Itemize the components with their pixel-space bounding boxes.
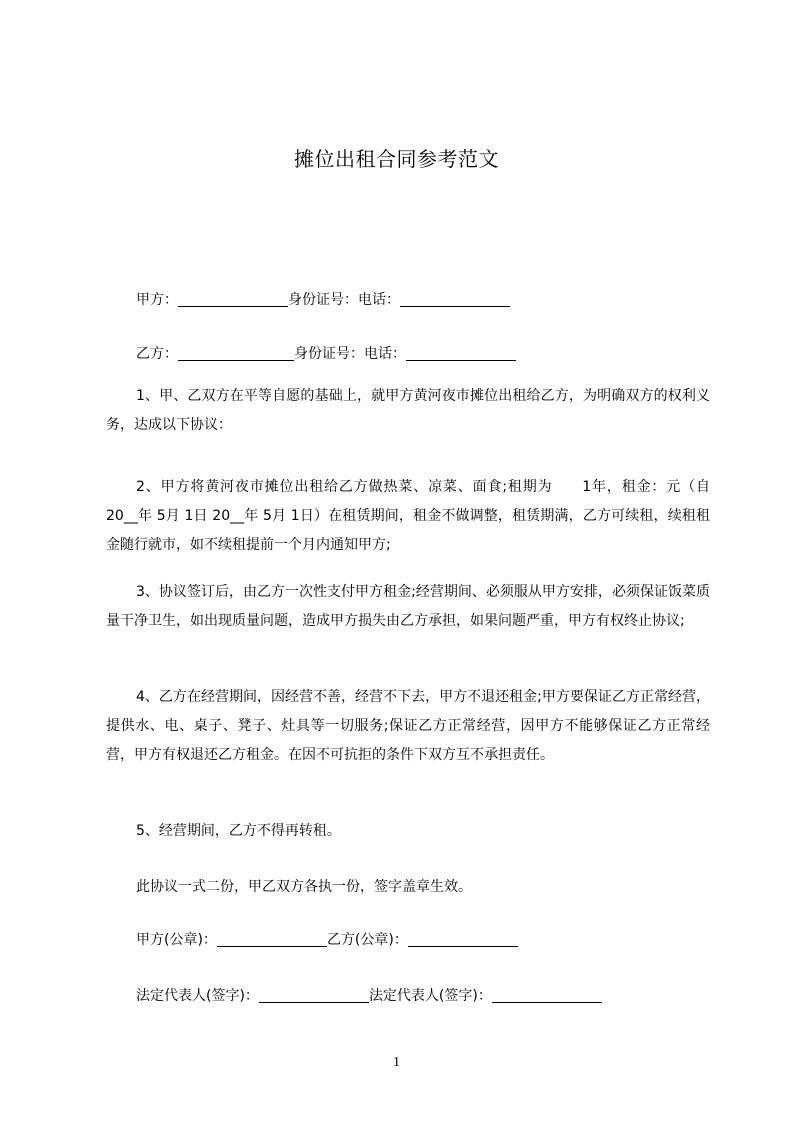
document-title: 摊位出租合同参考范文 (294, 147, 499, 171)
party-a-rep-label: 法定代表人(签字)： (136, 988, 259, 1004)
party-a-rep-blank (259, 988, 369, 1003)
closing-statement: 此协议一式二份，甲乙双方各执一份，签字盖章生效。 (136, 879, 472, 895)
party-b-id-label: 身份证号： (294, 346, 364, 362)
party-b-phone-blank (406, 346, 516, 361)
party-a-phone-blank (400, 292, 510, 307)
party-b-rep-blank (492, 988, 602, 1003)
party-a-label: 甲方： (136, 292, 178, 308)
party-a-seal-blank (217, 932, 327, 947)
party-b-rep-label: 法定代表人(签字)： (368, 988, 492, 1004)
clause-4: 4、乙方在经营期间，因经营不善，经营不下去，甲方不退还租金;甲方要保证乙方正常经营，提供水、电、桌子、凳子、灶具等一切服务;保证乙方正常经营，因甲方不能够保证乙方正常经营，甲方有权退还乙方租金。在因不可抗拒的条件下双方互不承担责任。 (106, 689, 710, 763)
party-b-line (136, 344, 516, 364)
clause-1: 1、甲、乙双方在平等自愿的基础上，就甲方黄河夜市摊位出租给乙方，为明确双方的权利义务，达成以下协议： (106, 388, 710, 433)
clause-3: 3、协议签订后，由乙方一次性支付甲方租金;经营期间、必须服从甲方安排，必须保证饭菜质量干净卫生，如出现质量问题，造成甲方损失由乙方承担，如果问题严重，甲方有权终止协议; (106, 584, 710, 629)
party-b-label: 乙方： (136, 346, 178, 362)
party-a-phone-label: 电话： (358, 292, 400, 308)
clause-2: 2、甲方将黄河夜市摊位出租给乙方做热菜、凉菜、面食;租期为 1年，租金：元（自 20__年 5月 1日 20__年 5月 1日）在租赁期间，租金不做调整，租赁期满，乙方可续租，续租租金随行就市，如不续租提前一个月内通知甲方; (106, 479, 710, 553)
party-b-name-blank (178, 346, 294, 361)
party-a-seal-label: 甲方(公章)： (136, 932, 217, 948)
representative-line (136, 986, 602, 1006)
party-b-seal-blank (408, 932, 518, 947)
party-a-id-label: 身份证号： (288, 292, 358, 308)
party-a-name-blank (178, 292, 288, 307)
clause-5: 5、经营期间，乙方不得再转租。 (136, 823, 341, 839)
seal-line (136, 930, 518, 950)
party-b-phone-label: 电话： (364, 346, 406, 362)
party-b-seal-label: 乙方(公章)： (326, 932, 408, 948)
page-number: 1 (393, 1055, 400, 1070)
party-a-line (136, 290, 510, 310)
